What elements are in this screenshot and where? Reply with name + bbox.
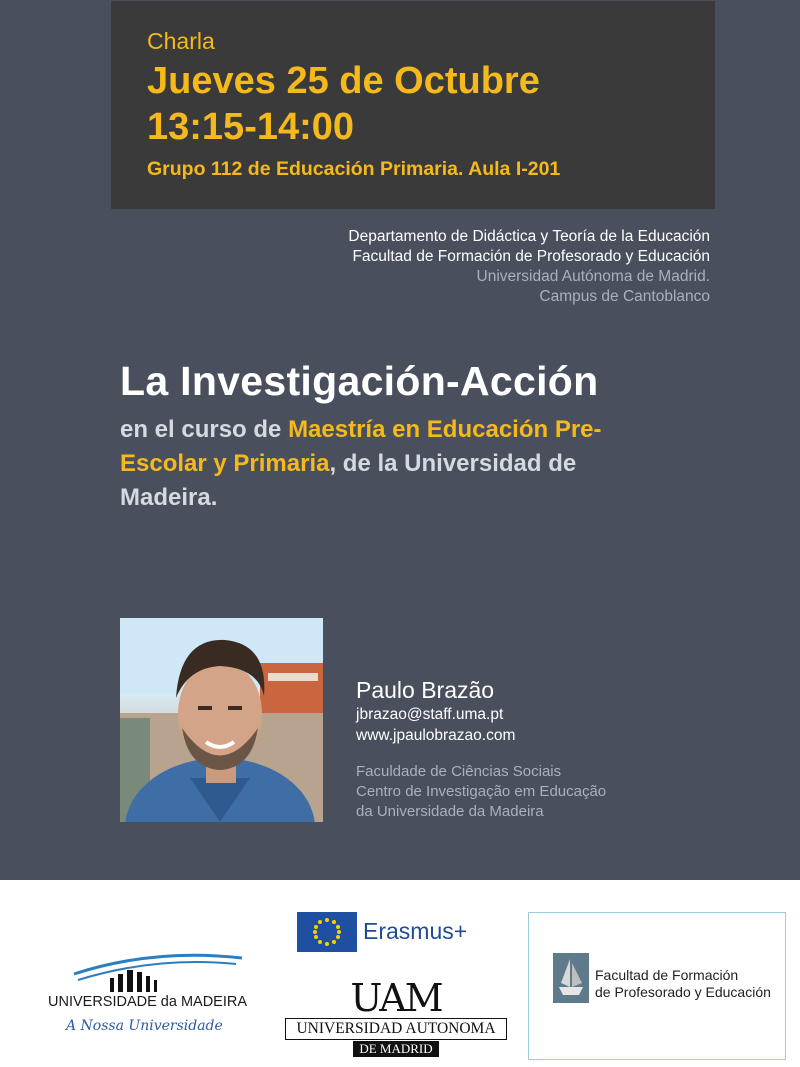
eu-flag-icon — [297, 912, 357, 952]
affiliation-university: da Universidade da Madeira — [356, 803, 544, 820]
subtitle-pre: en el curso de — [120, 416, 289, 443]
faculty-logo-text — [595, 967, 771, 1001]
speaker-affiliation — [356, 762, 606, 822]
faculty-name: Facultad de Formación de Profesorado y Educación — [352, 248, 710, 265]
uam-name: UNIVERSIDAD AUTONOMA — [285, 1018, 507, 1040]
subtitle-highlight: Maestría en Educación Pre-Escolar y Primaria — [120, 416, 602, 477]
talk-title: La Investigación-Acción — [120, 358, 599, 404]
talk-subtitle — [120, 413, 680, 515]
faculty-logo — [528, 912, 786, 1060]
faculty-logo-line1: Facultad de Formación — [595, 967, 739, 983]
erasmus-logo — [297, 912, 497, 952]
speaker-details — [356, 676, 606, 822]
speaker-portrait-illustration — [120, 618, 323, 822]
uam-city: DE MADRID — [353, 1041, 438, 1057]
event-label: Charla — [147, 28, 215, 54]
uma-emblem-icon — [44, 952, 256, 992]
erasmus-label: Erasmus+ — [363, 918, 468, 944]
speaker-name: Paulo Brazão — [356, 677, 495, 703]
uma-logo — [44, 952, 256, 1052]
speaker-photo — [120, 618, 323, 822]
campus-name: Campus de Cantoblanco — [539, 288, 710, 305]
faculty-logo-line2: de Profesorado y Educación — [595, 984, 771, 1000]
event-group-room: Grupo 112 de Educación Primaria. Aula I-201 — [147, 158, 561, 180]
university-name: Universidad Autónoma de Madrid. — [476, 268, 710, 285]
uma-motto: A Nossa Universidade — [66, 1018, 223, 1034]
logo-footer — [0, 880, 800, 1067]
uam-mark: UAM — [350, 976, 442, 1020]
event-time: 13:15-14:00 — [147, 106, 355, 148]
speaker-website[interactable]: www.jpaulobrazao.com — [356, 727, 516, 744]
uam-logo — [285, 978, 507, 1058]
ship-emblem-icon — [553, 953, 589, 1003]
event-date: Jueves 25 de Octubre — [147, 60, 540, 102]
subtitle-post: , de la Universidad de Madeira. — [120, 450, 577, 511]
event-info-box — [111, 1, 715, 209]
affiliation-faculty: Faculdade de Ciências Sociais — [356, 763, 562, 780]
department-name: Departamento de Didáctica y Teoría de la Educación — [348, 228, 710, 245]
host-institution — [348, 227, 710, 307]
speaker-email[interactable]: jbrazao@staff.uma.pt — [356, 706, 504, 723]
affiliation-center: Centro de Investigação em Educação — [356, 783, 607, 800]
uma-name: UNIVERSIDADE da MADEIRA — [48, 994, 248, 1010]
